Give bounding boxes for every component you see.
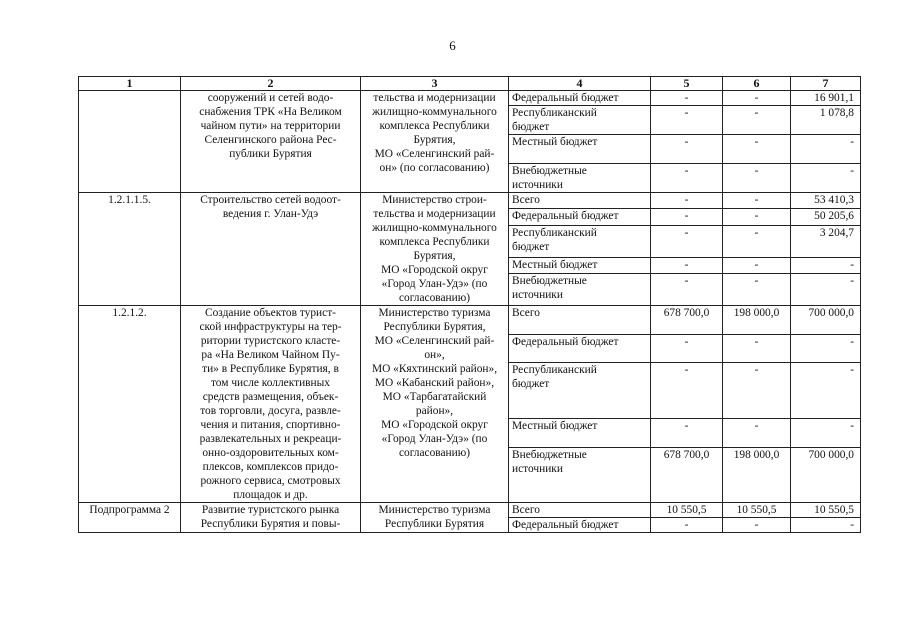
funding-source [509,209,651,225]
funding-source [509,193,651,209]
funding-source-line: Республиканский [512,226,597,239]
item-executor-line: МО «Тарбагатайский [382,391,487,403]
funding-source [509,418,651,447]
item-executor-line: Бурятия, [413,250,456,262]
funding-source [509,274,651,306]
funding-source [509,91,651,106]
amount-cell: - [651,274,723,306]
item-executor-line: комплекса Республики [379,120,490,132]
amount-cell: 50 205,6 [791,209,861,225]
amount-cell: 678 700,0 [651,306,723,335]
item-executor [361,306,509,503]
item-executor-line: жилищно-коммунального [372,106,497,118]
amount-cell: - [791,135,861,164]
funding-source-line: источники [512,179,563,191]
item-name-line: публики Бурятия [229,148,312,160]
column-header: 3 [361,77,509,91]
amount-cell: - [723,225,791,257]
item-executor [361,503,509,533]
item-name-line: чайном пути» на территории [200,120,341,132]
amount-cell: - [791,363,861,418]
item-executor-line: согласованию) [398,447,471,459]
item-code [79,91,181,193]
amount-cell: - [651,334,723,363]
amount-cell: - [723,91,791,106]
amount-cell: - [723,363,791,418]
funding-source-line: Федеральный бюджет [512,210,619,223]
funding-source [509,503,651,518]
item-executor-line: он», [424,349,445,361]
table-row [79,306,861,335]
amount-cell: 198 000,0 [723,306,791,335]
column-header: 2 [181,77,361,91]
amount-cell: 700 000,0 [791,306,861,335]
amount-cell: - [651,193,723,209]
amount-cell: - [651,518,723,533]
funding-source-line: источники [512,289,563,302]
amount-cell: 1 078,8 [791,106,861,135]
item-name-line: снабжения ТРК «На Великом [199,106,342,118]
item-executor-line: комплекса Республики [379,236,490,248]
amount-cell: - [723,274,791,306]
item-name-line: тов торговли, досуга, развле- [200,405,341,417]
column-header: 6 [723,77,791,91]
amount-cell: - [791,257,861,273]
item-name [181,91,361,193]
amount-cell: - [723,209,791,225]
item-name-line: Создание объектов турист- [205,307,336,319]
item-executor-line: Министерство туризма [378,504,491,516]
funding-source-line: Федеральный бюджет [512,519,619,531]
amount-cell: - [723,518,791,533]
item-executor [361,91,509,193]
amount-cell: - [723,257,791,273]
item-executor-line: тельства и модернизации [373,92,496,104]
amount-cell: 10 550,5 [651,503,723,518]
item-name-line: рожного сервиса, смотровых [200,475,341,487]
amount-cell: 700 000,0 [791,447,861,502]
funding-source-line: Федеральный бюджет [512,335,619,348]
item-executor-line: Республики Бурятия [384,518,485,530]
amount-cell: 53 410,3 [791,193,861,209]
funding-source-line: бюджет [512,121,550,133]
item-executor-line: Министерство строи- [382,194,487,206]
funding-source [509,363,651,418]
funding-source [509,334,651,363]
column-header: 1 [79,77,181,91]
amount-cell: - [651,106,723,135]
item-executor-line: МО «Кяхтинский район», [371,363,498,375]
amount-cell: - [723,135,791,164]
amount-cell: - [651,209,723,225]
funding-source [509,225,651,257]
table-body [79,91,861,533]
amount-cell: - [791,164,861,193]
amount-cell: 10 550,5 [791,503,861,518]
amount-cell: 198 000,0 [723,447,791,502]
amount-cell: - [651,225,723,257]
table-row [79,503,861,518]
amount-cell: - [723,164,791,193]
amount-cell: - [651,257,723,273]
page-number: 6 [449,38,456,53]
item-executor-line: МО «Селенгинский рай- [374,148,495,160]
item-executor-line: жилищно-коммунального [372,222,497,234]
item-name-line: том числе коллективных [210,377,331,389]
funding-source-line: Местный бюджет [512,258,598,271]
item-executor-line: согласованию) [398,292,471,304]
amount-cell: 3 204,7 [791,225,861,257]
amount-cell: 16 901,1 [791,91,861,106]
funding-source [509,518,651,533]
item-executor-line: район», [415,405,454,417]
column-header: 5 [651,77,723,91]
funding-source-line: бюджет [512,378,550,391]
item-executor-line: МО «Селенгинский рай- [374,335,495,347]
item-name [181,193,361,306]
funding-source-line: бюджет [512,240,550,253]
funding-source-line: Всего [512,504,540,516]
funding-source [509,257,651,273]
item-executor-line: Бурятия, [413,134,456,146]
funding-source [509,106,651,135]
item-code: 1.2.1.2. [79,306,181,503]
item-executor-line: Республики Бурятия, [383,321,486,333]
table-row [79,91,861,106]
amount-cell: - [651,418,723,447]
item-name-line: Развитие туристского рынка [201,504,340,516]
amount-cell: - [791,418,861,447]
funding-source [509,447,651,502]
funding-source-line: Республиканский [512,364,597,377]
table-row [79,193,861,209]
funding-source [509,135,651,164]
funding-source-line: Внебюджетные [512,165,587,177]
funding-source [509,306,651,335]
funding-source-line: Всего [512,307,540,319]
item-name-line: ти» в Республике Бурятия, в [202,363,339,375]
amount-cell: - [723,418,791,447]
funding-source-line: Местный бюджет [512,136,598,148]
item-name-line: ритории туристского класте- [200,335,341,347]
item-executor-line: МО «Городской округ [381,264,488,276]
funding-source-line: Федеральный бюджет [512,92,619,104]
item-name-line: развлекательных и рекреаци- [199,433,342,445]
amount-cell: - [791,518,861,533]
funding-source-line: Республиканский [512,107,597,119]
item-code: 1.2.1.1.5. [79,193,181,306]
funding-source [509,164,651,193]
column-header: 4 [509,77,651,91]
amount-cell: - [723,106,791,135]
item-name-line: средств размещения, объек- [202,391,339,403]
item-name-line: Республики Бурятия и повы- [200,518,341,530]
item-name-line: ведения г. Улан-Удэ [222,208,319,220]
amount-cell: - [791,274,861,306]
funding-source-line: Внебюджетные [512,448,587,461]
item-executor-line: МО «Городской округ [381,419,488,431]
amount-cell: - [723,193,791,209]
amount-cell: - [651,135,723,164]
funding-source-line: Всего [512,194,540,206]
budget-table [78,76,861,533]
funding-source-line: Внебюджетные [512,275,587,288]
amount-cell: 678 700,0 [651,447,723,502]
item-executor-line: МО «Кабанский район», [374,377,495,389]
amount-cell: - [651,91,723,106]
item-name-line: сооружений и сетей водо- [207,92,334,104]
item-executor-line: тельства и модернизации [373,208,496,220]
item-name-line: ра «На Великом Чайном Пу- [201,349,340,361]
item-executor [361,193,509,306]
amount-cell: - [791,334,861,363]
item-name-line: площадок и др. [233,489,308,501]
funding-source-line: Местный бюджет [512,419,598,432]
amount-cell: - [651,164,723,193]
item-code: Подпрограмма 2 [79,503,181,533]
item-executor-line: Министерство туризма [378,307,491,319]
header-row [79,77,861,91]
item-name-line: плексов, комплексов придо- [202,461,339,473]
item-name-line: Строительство сетей водоот- [200,194,341,206]
amount-cell: - [651,363,723,418]
column-header: 7 [791,77,861,91]
item-executor-line: «Город Улан-Удэ» (по [381,433,488,445]
item-name [181,306,361,503]
item-name-line: чения и питания, спортивно- [200,419,341,431]
item-executor-line: «Город Улан-Удэ» (по [381,278,488,290]
item-name-line: онно-оздоровительных ком- [202,447,339,459]
item-name-line: ской инфраструктуры на тер- [199,321,342,333]
item-name [181,503,361,533]
funding-source-line: источники [512,462,563,475]
item-executor-line: он» (по согласованию) [379,162,490,174]
amount-cell: - [723,334,791,363]
amount-cell: 10 550,5 [723,503,791,518]
item-name-line: Селенгинского района Рес- [204,134,337,146]
